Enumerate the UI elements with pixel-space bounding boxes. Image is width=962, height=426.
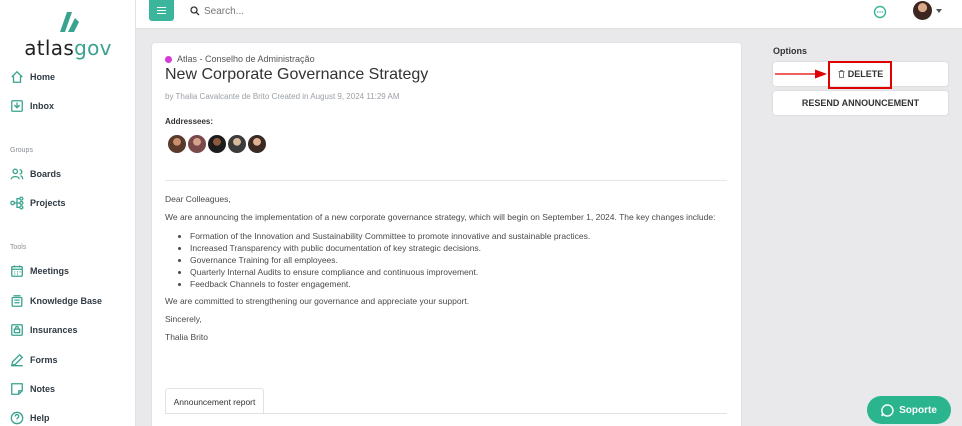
addressees-label: Addressees: bbox=[165, 117, 214, 126]
org-color-dot bbox=[165, 56, 172, 63]
change-list bbox=[190, 230, 590, 290]
list-item: • Feedback Channels to foster engagement. bbox=[190, 278, 590, 290]
sidebar-item-label: Notes bbox=[30, 384, 56, 394]
inbox-icon bbox=[10, 99, 24, 113]
body-intro: We are announcing the implementation of a new corporate governance strategy, which will begin on September 1, 2024. The key changes include: bbox=[165, 212, 716, 222]
hamburger-icon bbox=[157, 7, 166, 14]
sidebar-item-label: Meetings bbox=[30, 266, 70, 276]
sidebar-item-meetings[interactable] bbox=[10, 261, 69, 281]
calendar-icon bbox=[10, 264, 24, 278]
menu-toggle-button[interactable] bbox=[149, 0, 174, 21]
sidebar-item-home[interactable] bbox=[10, 67, 55, 87]
resend-button-label: RESEND ANNOUNCEMENT bbox=[801, 98, 920, 108]
announcement-title: New Corporate Governance Strategy bbox=[165, 66, 429, 83]
pen-icon bbox=[10, 353, 24, 367]
addressee-avatars bbox=[167, 134, 267, 154]
list-item: • Formation of the Innovation and Sustainability Committee to promote innovative and sustainable practices. bbox=[190, 230, 590, 242]
users-icon bbox=[10, 167, 24, 181]
top-bar bbox=[136, 0, 962, 29]
list-item: • Governance Training for all employees. bbox=[190, 254, 590, 266]
sidebar bbox=[0, 0, 136, 426]
sidebar-item-notes[interactable] bbox=[10, 379, 55, 399]
sidebar-group-heading: Groups bbox=[10, 147, 33, 154]
announcement-card bbox=[152, 43, 741, 426]
chat-bubble-icon bbox=[881, 404, 894, 417]
avatar[interactable] bbox=[207, 134, 227, 154]
body-signature: Thalia Brito bbox=[165, 332, 208, 342]
sidebar-item-label: Projects bbox=[30, 198, 66, 208]
sidebar-group-heading: Tools bbox=[10, 244, 27, 251]
announcement-meta: by Thalia Cavalcante de Brito Created in August 9, 2024 11:29 AM bbox=[165, 92, 400, 101]
announcement-org bbox=[165, 54, 315, 64]
logo[interactable] bbox=[0, 8, 136, 60]
sidebar-item-label: Forms bbox=[30, 355, 58, 365]
resend-announcement-button[interactable] bbox=[773, 91, 948, 115]
body-greeting: Dear Colleagues, bbox=[165, 194, 231, 204]
search-icon bbox=[190, 6, 200, 16]
content-divider bbox=[165, 180, 727, 181]
sidebar-item-label: Insurances bbox=[30, 325, 78, 335]
sidebar-item-label: Help bbox=[30, 413, 50, 423]
delete-highlight-box bbox=[828, 61, 892, 89]
sidebar-item-insurances[interactable] bbox=[10, 320, 78, 340]
chat-icon[interactable] bbox=[873, 5, 887, 19]
search-input[interactable] bbox=[204, 3, 504, 19]
avatar[interactable] bbox=[247, 134, 267, 154]
sidebar-item-boards[interactable] bbox=[10, 164, 61, 184]
body-signoff: Sincerely, bbox=[165, 314, 202, 324]
list-item: • Quarterly Internal Audits to ensure compliance and continuous improvement. bbox=[190, 266, 590, 278]
sidebar-item-label: Inbox bbox=[30, 101, 54, 111]
sidebar-item-forms[interactable] bbox=[10, 350, 58, 370]
tab-divider bbox=[165, 413, 727, 414]
arrow-right-icon bbox=[775, 69, 827, 79]
tab-announcement-report[interactable]: Announcement report bbox=[165, 388, 264, 414]
help-icon bbox=[10, 411, 24, 425]
sidebar-item-inbox[interactable] bbox=[10, 96, 54, 116]
org-name: Atlas - Conselho de Administração bbox=[177, 54, 315, 64]
support-label: Soporte bbox=[899, 404, 937, 416]
sidebar-item-projects[interactable] bbox=[10, 193, 66, 213]
avatar[interactable] bbox=[167, 134, 187, 154]
atlasgov-logo-icon bbox=[54, 8, 82, 36]
flow-icon bbox=[10, 196, 24, 210]
body-closing: We are committed to strengthening our governance and appreciate your support. bbox=[165, 296, 470, 306]
list-item: • Increased Transparency with public documentation of key strategic decisions. bbox=[190, 242, 590, 254]
options-heading: Options bbox=[773, 46, 807, 56]
user-avatar[interactable] bbox=[913, 1, 932, 20]
sidebar-item-help[interactable] bbox=[10, 408, 50, 426]
support-button[interactable] bbox=[867, 396, 951, 424]
logo-text: atlasgov bbox=[24, 36, 112, 60]
sidebar-item-label: Knowledge Base bbox=[30, 296, 103, 306]
sidebar-item-label: Home bbox=[30, 72, 56, 82]
avatar[interactable] bbox=[227, 134, 247, 154]
shield-icon bbox=[10, 323, 24, 337]
note-icon bbox=[10, 382, 24, 396]
chevron-down-icon[interactable] bbox=[936, 9, 942, 13]
avatar[interactable] bbox=[187, 134, 207, 154]
delete-button-label: DELETE bbox=[847, 69, 884, 79]
book-icon bbox=[10, 294, 24, 308]
sidebar-item-label: Boards bbox=[30, 169, 62, 179]
sidebar-item-knowledge-base[interactable] bbox=[10, 291, 102, 311]
home-icon bbox=[10, 70, 24, 84]
